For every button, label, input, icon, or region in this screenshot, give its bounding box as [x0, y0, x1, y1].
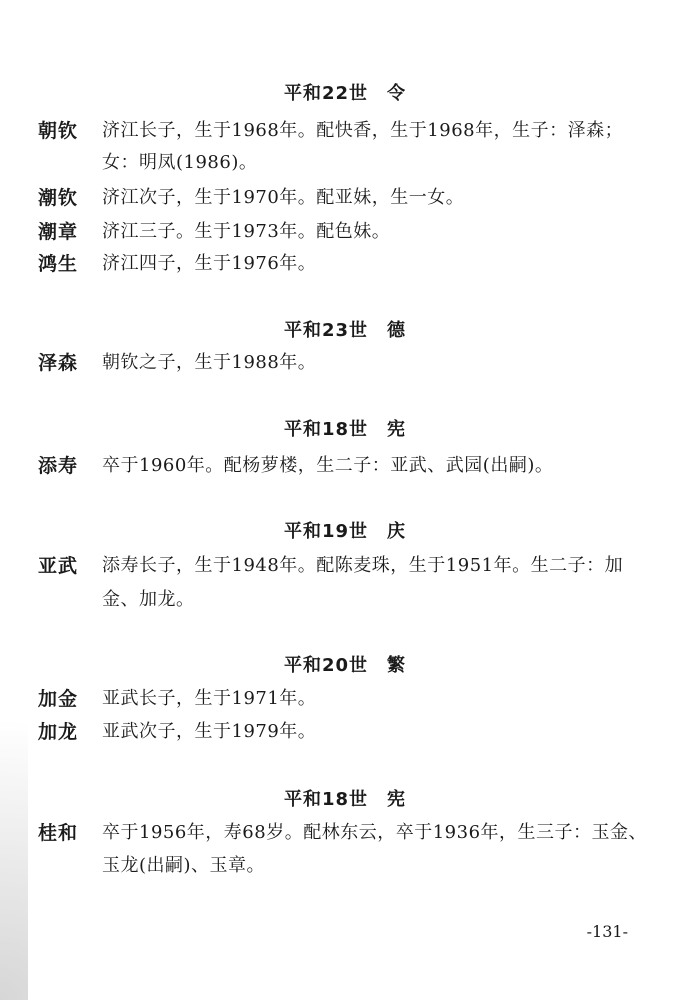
person-name: 加金 — [38, 688, 79, 710]
generation-heading: 平和18世 宪 — [283, 419, 407, 440]
generation-heading: 平和22世 令 — [283, 83, 407, 104]
person-name: 亚武 — [38, 555, 79, 577]
generation-heading: 平和19世 庆 — [283, 521, 407, 542]
generation-heading: 平和20世 繁 — [283, 655, 407, 676]
person-record-line: 济江长子，生于1968年。配快香，生于1968年，生子：泽森； — [102, 120, 624, 141]
person-name: 添寿 — [38, 455, 79, 477]
person-record-line: 金、加龙。 — [102, 589, 195, 610]
person-name: 鸿生 — [38, 253, 79, 275]
person-record-line: 亚武长子，生于1971年。 — [102, 688, 317, 709]
person-name: 加龙 — [38, 721, 79, 743]
person-record-line: 亚武次子，生于1979年。 — [102, 721, 317, 742]
generation-heading: 平和18世 宪 — [283, 789, 407, 810]
person-record-line: 女：明凤(1986)。 — [102, 152, 258, 173]
person-record-line: 添寿长子，生于1948年。配陈麦珠，生于1951年。生二子：加 — [102, 555, 624, 576]
person-name: 潮章 — [38, 221, 79, 243]
person-record-line: 济江四子，生于1976年。 — [102, 253, 317, 274]
person-record-line: 济江三子。生于1973年。配色妹。 — [102, 221, 391, 242]
person-name: 泽森 — [38, 352, 79, 374]
page-number: -131- — [586, 922, 628, 941]
person-record-line: 卒于1956年，寿68岁。配林东云，卒于1936年，生三子：玉金、 — [102, 822, 648, 843]
person-record-line: 朝钦之子，生于1988年。 — [102, 352, 317, 373]
generation-heading: 平和23世 德 — [283, 320, 407, 341]
person-name: 朝钦 — [38, 120, 79, 142]
person-record-line: 济江次子，生于1970年。配亚妹，生一女。 — [102, 187, 465, 208]
person-name: 潮钦 — [38, 187, 79, 209]
person-name: 桂和 — [38, 822, 79, 844]
person-record-line: 玉龙(出嗣)、玉章。 — [102, 855, 266, 876]
person-record-line: 卒于1960年。配杨萝楼，生二子：亚武、武园(出嗣)。 — [102, 455, 554, 476]
